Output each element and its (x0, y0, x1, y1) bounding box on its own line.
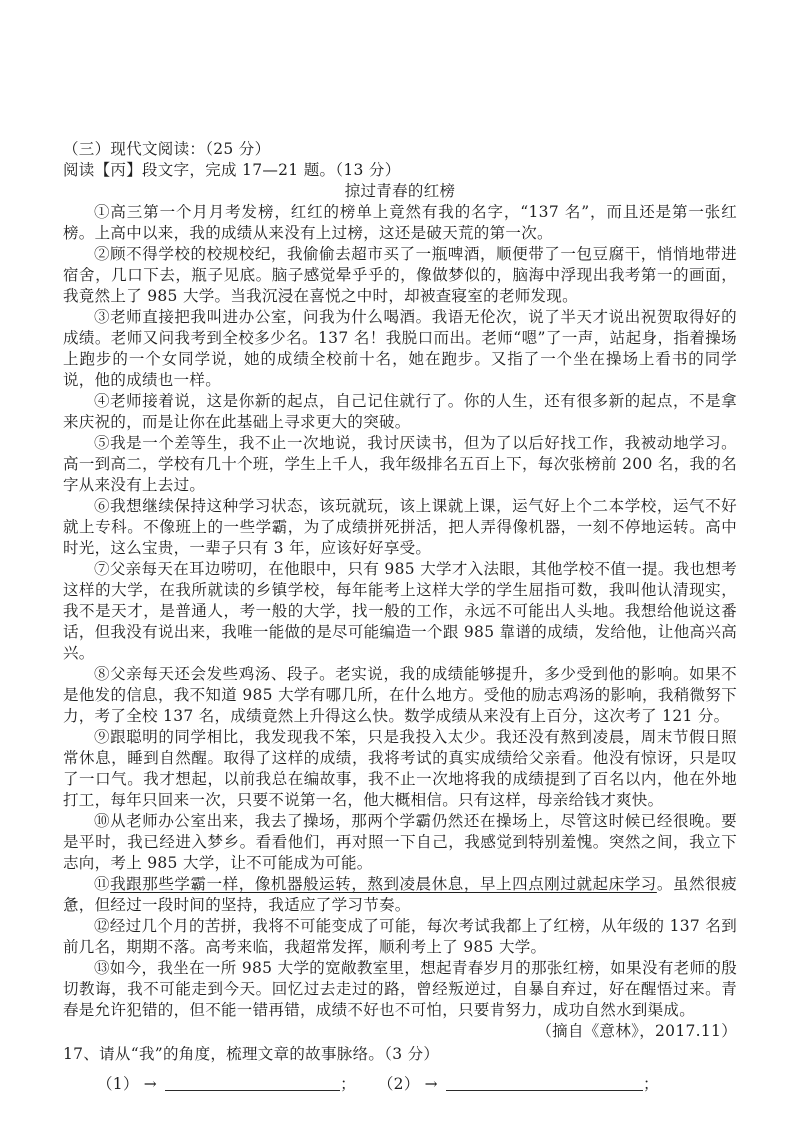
paragraph-text: ①高三第一个月月考发榜，红红的榜单上竟然有我的名字，“137 名”，而且还是第一张红榜。上高中以来，我的成绩从来没有上过榜，这还是破天荒的第一次。 (63, 203, 737, 242)
article-paragraph-7 (63, 559, 737, 664)
article-paragraph-9 (63, 727, 737, 811)
paragraph-text: ②顾不得学校的校规校纪，我偷偷去超市买了一瓶啤酒，顺便带了一包豆腐干，悄悄地带进宿舍，几口下去，瓶子见底。脑子感觉晕乎乎的，像做梦似的，脑海中浮现出我考第一的画面，我竟然上了 985 大学。当我沉浸在喜悦之中时，却被查寝室的老师发现。 (63, 245, 737, 305)
article-paragraph-6 (63, 496, 737, 559)
paragraph-text: ③老师直接把我叫进办公室，问我为什么喝酒。我语无伦次，说了半天才说出祝贺取得好的成绩。老师又问我考到全校多少名。137 名！我脱口而出。老师“嗯”了一声，站起身，指着操场上跑步的一个女同学说，她的成绩全校前十名，她在跑步。又指了一个坐在操场上看书的同学说，他的成绩也一样。 (63, 308, 737, 389)
underlined-passage: 我跟那些学霸一样，像机器般运转，熬到凌晨休息，早上四点刚过就起床学习 (110, 875, 657, 893)
arrow-icon: → (143, 1075, 158, 1093)
article-paragraph-2 (63, 244, 737, 307)
answer-part-1-label: （1） (97, 1075, 139, 1093)
paragraph-text: 。虽然很疲惫，但经过一段时间的坚持，我适应了学习节奏。 (63, 875, 737, 914)
paragraph-text: ⑤我是一个差等生，我不止一次地说，我讨厌读书，但为了以后好找工作，我被动地学习。高一到高二，学校有几十个班，学生上千人，我年级排名五百上下，每次张榜前 200 名，我的名字从来没有上去过。 (63, 434, 737, 494)
section-header: （三）现代文阅读：（25 分） (63, 140, 271, 158)
article-paragraph-12 (63, 916, 737, 958)
paragraph-text: ⑫经过几个月的苦拼，我将不可能变成了可能，每次考试我都上了红榜，从年级的 137 名到前几名，期期不落。高考来临，我超常发挥，顺利考上了 985 大学。 (63, 917, 737, 956)
paragraph-text: ⑬如今，我坐在一所 985 大学的宽敞教室里，想起青春岁月的那张红榜，如果没有老师的殷切教诲，我不可能走到今天。回忆过去走过的路，曾经叛逆过，自暴自弃过，好在醒悟过来。青春是允许犯错的，但不能一错再错，成绩不好也不可怕，只要肯努力，成功自然水到渠成。 (63, 959, 737, 1019)
paragraph-text: ⑨跟聪明的同学相比，我发现我不笨，只是我投入太少。我还没有熬到凌晨，周末节假日照常休息，睡到自然醒。取得了这样的成绩，我将考试的真实成绩给父亲看。他没有惊讶，只是叹了一口气。我才想起，以前我总在编故事，我不止一次地将我的成绩提到了百名以内，他在外地打工，每年只回来一次，只要不说第一名，他大概相信。只有这样，母亲给钱才爽快。 (63, 728, 737, 809)
article-paragraph-8 (63, 664, 737, 727)
paragraph-text: ⑥我想继续保持这种学习状态，该玩就玩，该上课就上课，运气好上个二本学校，运气不好就上专科。不像班上的一些学霸，为了成绩拼死拼活，把人弄得像机器，一刻不停地运转。高中时光，这么宝贵，一辈子只有 3 年，应该好好享受。 (63, 497, 737, 557)
source-attribution: （摘自《意林》，2017.11） (536, 1022, 737, 1040)
question-17: 17、请从“我”的角度，梳理文章的故事脉络。（3 分） (63, 1045, 440, 1063)
article-paragraph-13 (63, 958, 737, 1021)
article-paragraph-5 (63, 433, 737, 496)
question-17-answer-row (63, 1074, 737, 1095)
answer-blank-2 (446, 1075, 643, 1091)
article-paragraph-3 (63, 307, 737, 391)
paragraph-text: ⑧父亲每天还会发些鸡汤、段子。老实说，我的成绩能够提升，多少受到他的影响。如果不是他发的信息，我不知道 985 大学有哪几所，在什么地方。受他的励志鸡汤的影响，我稍微努下力，考了全校 137 名，成绩竟然上升得这么快。数学成绩从来没有上百分，这次考了 121 分。 (63, 665, 737, 725)
answer-part-2-punct: ； (642, 1075, 659, 1093)
paragraph-text: ⑦父亲每天在耳边唠叨，在他眼中，只有 985 大学才入法眼，其他学校不值一提。我也想考这样的大学，在我所就读的乡镇学校，每年能考上这样大学的学生屈指可数，我叫他认清现实，我不是天才，是普通人，考一般的大学，找一般的工作，永远不可能出人头地。我想给他说这番话，但我没有说出来，我唯一能做的是尽可能编造一个跟 985 靠谱的成绩，发给他，让他高兴高兴。 (63, 560, 737, 662)
paragraph-marker: ⑪ (94, 875, 111, 893)
paragraph-text: ⑩从老师办公室出来，我去了操场，那两个学霸仍然还在操场上，尽管这时候已经很晚。要是平时，我已经进入梦乡。看看他们，再对照一下自己，我感觉到特别羞愧。突然之间，我立下志向，考上 985 大学，让不可能成为可能。 (63, 812, 737, 872)
answer-part-2-label: （2） (377, 1075, 420, 1093)
paragraph-text: ④老师接着说，这是你新的起点，自己记住就行了。你的人生，还有很多新的起点，不是拿来庆祝的，而是让你在此基础上寻求更大的突破。 (63, 392, 737, 431)
reading-instruction: 阅读【丙】段文字，完成 17—21 题。（13 分） (63, 161, 401, 179)
article-title: 掠过青春的红榜 (344, 182, 456, 200)
arrow-icon: → (424, 1075, 438, 1093)
answer-blank-1 (165, 1075, 340, 1091)
article-paragraph-4 (63, 391, 737, 433)
article-paragraph-1 (63, 202, 737, 244)
answer-part-1-punct: ； (340, 1075, 356, 1093)
article-paragraph-11 (63, 874, 737, 916)
article-paragraph-10 (63, 811, 737, 874)
